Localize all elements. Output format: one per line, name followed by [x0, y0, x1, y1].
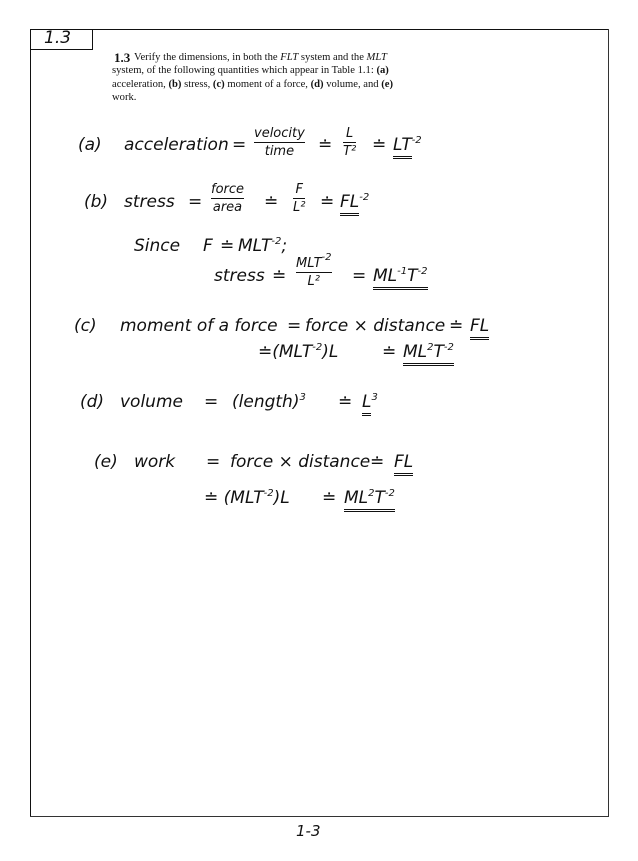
part-a-label: (a) [78, 135, 102, 155]
stress-mlt-fraction: $MLT^{-2}$ L² [296, 252, 332, 289]
stress-mlt-lhs: stress [214, 266, 265, 286]
part-e-quantity: work [134, 452, 176, 472]
stress-mlt-approx-2: = [352, 266, 367, 286]
problem-number: 1.3 [114, 50, 131, 65]
part-d-rhs: (length)$^3$ [232, 392, 306, 412]
part-c-result: FL [470, 316, 489, 336]
part-c2-approx: ≐ [382, 342, 397, 362]
part-b-fraction-force-area: force area [211, 182, 245, 215]
part-c2-prefix: $≐(MLT^{-2})L$ [258, 342, 339, 362]
part-c-quantity: moment of a force [120, 316, 278, 336]
stress-mlt-result: $ML^{-1}T^{-2}$ [373, 266, 428, 286]
part-d-result: $L^3$ [362, 392, 378, 412]
part-c-approx: ≐ [449, 316, 464, 336]
problem-id: 1.3 [44, 28, 72, 48]
part-c-equals: = [287, 316, 302, 336]
part-c-label: (c) [74, 316, 97, 336]
part-a-fraction-l-t2: L T² [343, 126, 357, 159]
part-d-equals: = [204, 392, 219, 412]
part-c2-result: $ML^2T^{-2}$ [403, 342, 454, 362]
part-c-rhs: force × distance [305, 316, 446, 336]
since-word: Since [134, 236, 181, 256]
part-b-label: (b) [84, 192, 109, 212]
part-e2-approx: ≐ [322, 488, 337, 508]
frame-right-line [608, 29, 609, 817]
page-number: 1-3 [296, 822, 321, 840]
part-a-equals: = [232, 135, 247, 155]
part-d-quantity: volume [120, 392, 183, 412]
frame-top-line [30, 29, 608, 30]
part-e2-result: $ML^2T^{-2}$ [344, 488, 395, 508]
problem-statement: Verify the dimensions, in both the FLT system and the MLT system, of the following quantities which appear in Table 1.1: (a) acceleration, (b) stress, (c) moment of a force, (d) volume, and (e) work. [112, 52, 393, 103]
part-b-result: $FL^{-2}$ [340, 192, 369, 212]
part-a-quantity: acceleration [124, 135, 229, 155]
since-lhs: F [203, 236, 213, 256]
part-a-approx-1: ≐ [318, 135, 333, 155]
part-e2-prefix: ≐ $(MLT^{-2})L$ [204, 488, 290, 508]
part-e-rhs: force × distance [230, 452, 371, 472]
part-b-fraction-f-l2: F L² [293, 182, 306, 215]
since-approx: ≐ [220, 236, 235, 256]
part-d-approx: ≐ [338, 392, 353, 412]
part-e-label: (e) [94, 452, 118, 472]
part-b-equals: = [188, 192, 203, 212]
stress-mlt-approx-1: ≐ [272, 266, 287, 286]
part-e-equals: = [206, 452, 221, 472]
part-b-approx-1: ≐ [264, 192, 279, 212]
frame-bottom-line [30, 816, 608, 817]
since-rhs: $MLT^{-2}$; [238, 236, 288, 256]
part-b-approx-2: ≐ [320, 192, 335, 212]
part-a-fraction-velocity-time: velocity time [254, 126, 305, 159]
part-a-approx-2: ≐ [372, 135, 387, 155]
frame-left-line [30, 29, 31, 817]
part-d-label: (d) [80, 392, 105, 412]
part-e-approx: ≐ [370, 452, 385, 472]
part-a-result: $LT^{-2}$ [393, 135, 422, 155]
part-e-result: FL [394, 452, 413, 472]
part-b-quantity: stress [124, 192, 175, 212]
